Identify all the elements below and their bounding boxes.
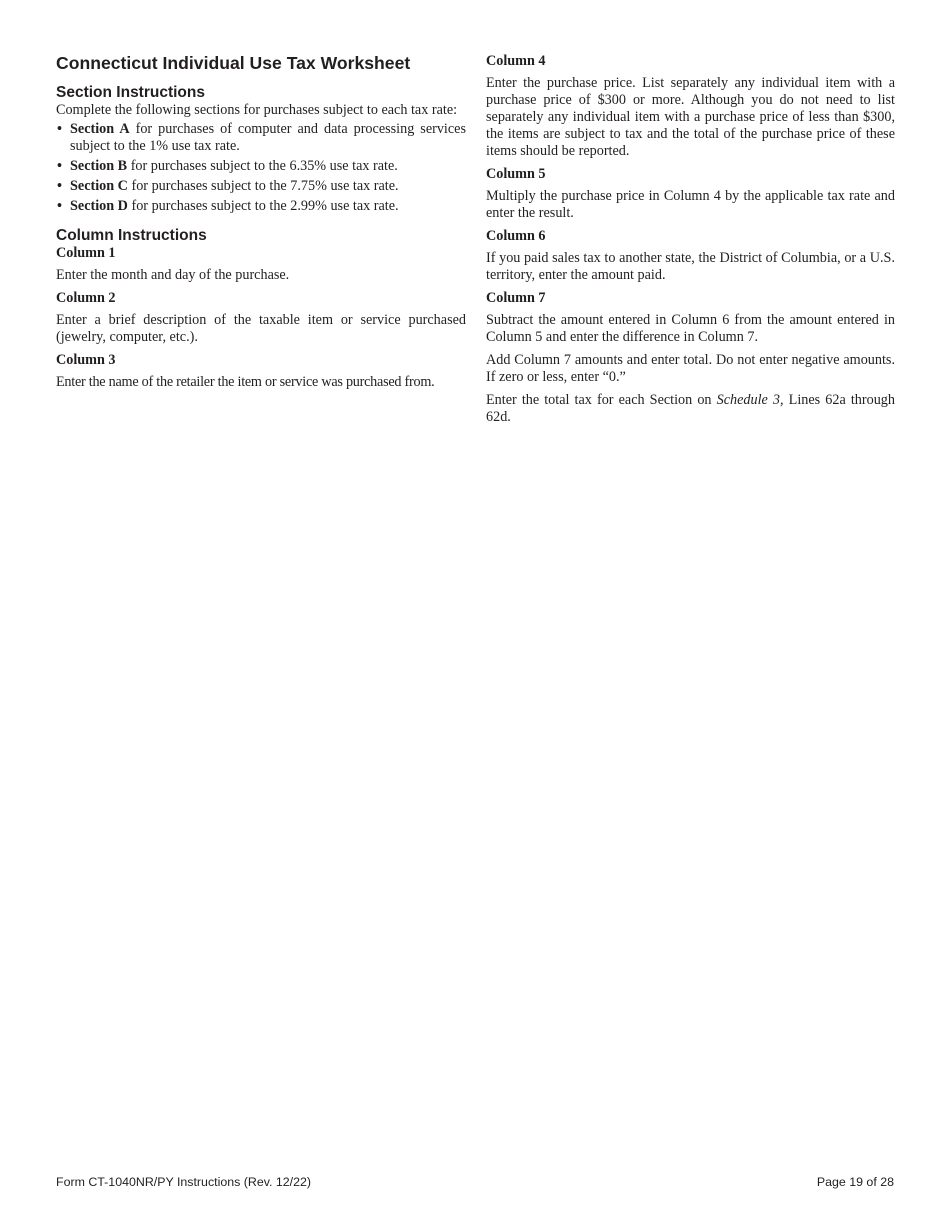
column-2-heading: Column 2 <box>56 290 116 306</box>
column-1-text: Enter the month and day of the purchase. <box>56 267 290 283</box>
right-column <box>486 53 895 426</box>
column-5-text: Multiply the purchase price in Column 4 by the applicable tax rate and enter the result. <box>486 188 895 221</box>
section-item-lead: Section C <box>70 178 128 194</box>
section-item-d <box>56 198 466 215</box>
page-number: Page 19 of 28 <box>816 1175 894 1189</box>
total-tax-suffix: Lines 62a through 62d. <box>486 392 895 425</box>
column-2-text: Enter a brief description of the taxable item or service purchased (jewelry, computer, etc.). <box>56 312 466 345</box>
column-7-heading: Column 7 <box>486 290 546 306</box>
total-tax-text <box>486 392 895 426</box>
page-title: Connecticut Individual Use Tax Worksheet <box>56 53 411 73</box>
column-6-text: If you paid sales tax to another state, the District of Columbia, or a U.S. territory, enter the amount paid. <box>486 250 895 283</box>
form-footer-label: Form CT-1040NR/PY Instructions (Rev. 12/22) <box>56 1175 312 1189</box>
section-item-a <box>56 121 466 155</box>
section-item-lead: Section D <box>70 198 128 214</box>
column-4-text: Enter the purchase price. List separately any individual item with a purchase price of $300 or more. Although you do not need to list separately any individual item with a purchase price of less than $300, the items are subject to tax and the total of the purchase price of these items should be reported. <box>486 75 895 159</box>
section-instructions-heading: Section Instructions <box>56 84 205 101</box>
section-item-text: for purchases subject to the 6.35% use tax rate. <box>127 158 398 174</box>
add-column-7-text: Add Column 7 amounts and enter total. Do not enter negative amounts. If zero or less, enter “0.” <box>486 352 895 385</box>
total-tax-prefix: Enter the total tax for each Section on <box>486 392 717 408</box>
section-item-lead: Section A <box>70 121 130 137</box>
left-column <box>56 52 466 391</box>
column-7-text: Subtract the amount entered in Column 6 from the amount entered in Column 5 and enter the difference in Column 7. <box>486 312 895 345</box>
column-6-heading: Column 6 <box>486 228 546 244</box>
section-instructions-intro: Complete the following sections for purchases subject to each tax rate: <box>56 102 458 118</box>
column-3-heading: Column 3 <box>56 352 116 368</box>
schedule-3-reference: Schedule 3, <box>716 392 784 408</box>
column-4-heading: Column 4 <box>486 53 546 69</box>
section-list <box>56 121 466 215</box>
section-item-text: for purchases subject to the 7.75% use tax rate. <box>127 178 399 194</box>
section-item-lead: Section B <box>70 158 128 174</box>
column-1-heading: Column 1 <box>56 245 116 261</box>
section-item-c <box>56 178 466 195</box>
section-item-text: for purchases subject to the 2.99% use tax rate. <box>127 198 399 214</box>
section-item-b <box>56 158 466 175</box>
column-instructions-heading: Column Instructions <box>56 227 207 244</box>
column-5-heading: Column 5 <box>486 166 546 182</box>
section-item-text: for purchases of computer and data processing services subject to the 1% use tax rate. <box>70 121 466 154</box>
column-3-text: Enter the name of the retailer the item or service was purchased from. <box>56 374 435 390</box>
